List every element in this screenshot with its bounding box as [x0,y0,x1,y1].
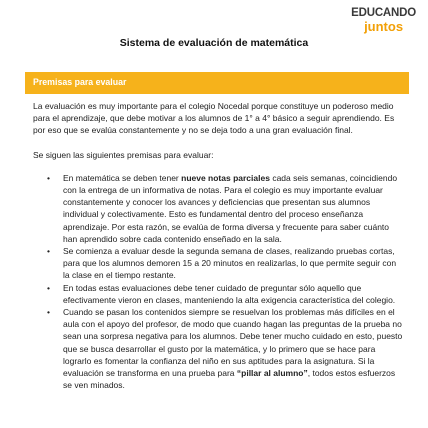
premises-lead: Se siguen las siguientes premisas para evaluar: [33,149,214,160]
premises-list [33,172,405,392]
document-body [33,100,405,391]
educando-juntos-logo [351,7,416,33]
bullet-icon: • [47,307,50,318]
logo-line-2: juntos [364,19,404,34]
list-item: • Se comienza a evaluar desde la segunda semana de clases, realizando pruebas cortas, para que los alumnos demoren 15 a 20 minutos en realizarlas, lo que permite seguir con la clase en el tiempo restante. [47,246,397,281]
bullet-icon: • [47,282,50,293]
list-item: • En todas estas evaluaciones debe tener cuidado de preguntar sólo aquello que efectivamente vieron en clases, manteniendo la alta exigencia característica del colegio. [47,282,396,305]
section-heading: Premisas para evaluar [33,77,127,87]
bullet-icon: • [47,246,50,257]
logo-line-1: EDUCANDO [351,7,416,19]
list-item: • En matemática se deben tener nueve notas parciales cada seis semanas, coincidiendo con la entrega de un informativa de notas. Para el colegio es muy importante evaluar constantemente y conocer los avances y deficiencias que presentan sus alumnos individual y colectivamente. Esto es fundamental dentro del proceso enseñanza aprendizaje. Por esta razón, se evalúa de forma diversa y frecuente para saber cuánto han aprendido sobre cada contenido enseñado en la sala. [47,172,398,244]
list-item: • Cuando se pasan los contenidos siempre se resuelvan los problemas más difíciles en el aula con el apoyo del profesor, de modo que cuando hagan las preguntas de la prueba no sean una sorpresa negativa para los alumnos. Debe tener mucho cuidado en esto, puesto que se busca desarrollar el gusto por la matemática, y lo primero que se hace para lograrlo es fomentar la confianza del niño en sus aptitudes para la asignatura. Si la evaluación se transforma en una prueba para “pillar al alumno”, todos estos esfuerzos se ven minados. [47,307,403,391]
bullet-icon: • [47,172,50,183]
document-title: Sistema de evaluación de matemática [119,37,309,49]
section-header-bar [25,72,409,94]
intro-paragraph: La evaluación es muy importante para el colegio Nocedal porque constituye un poderoso medio para el aprendizaje, que debe motivar a los alumnos de 1° a 4° básico a seguir aprendiendo. Es por eso que se evalúa constantemente y no se deja todo a una gran evaluación final. [33,101,395,136]
